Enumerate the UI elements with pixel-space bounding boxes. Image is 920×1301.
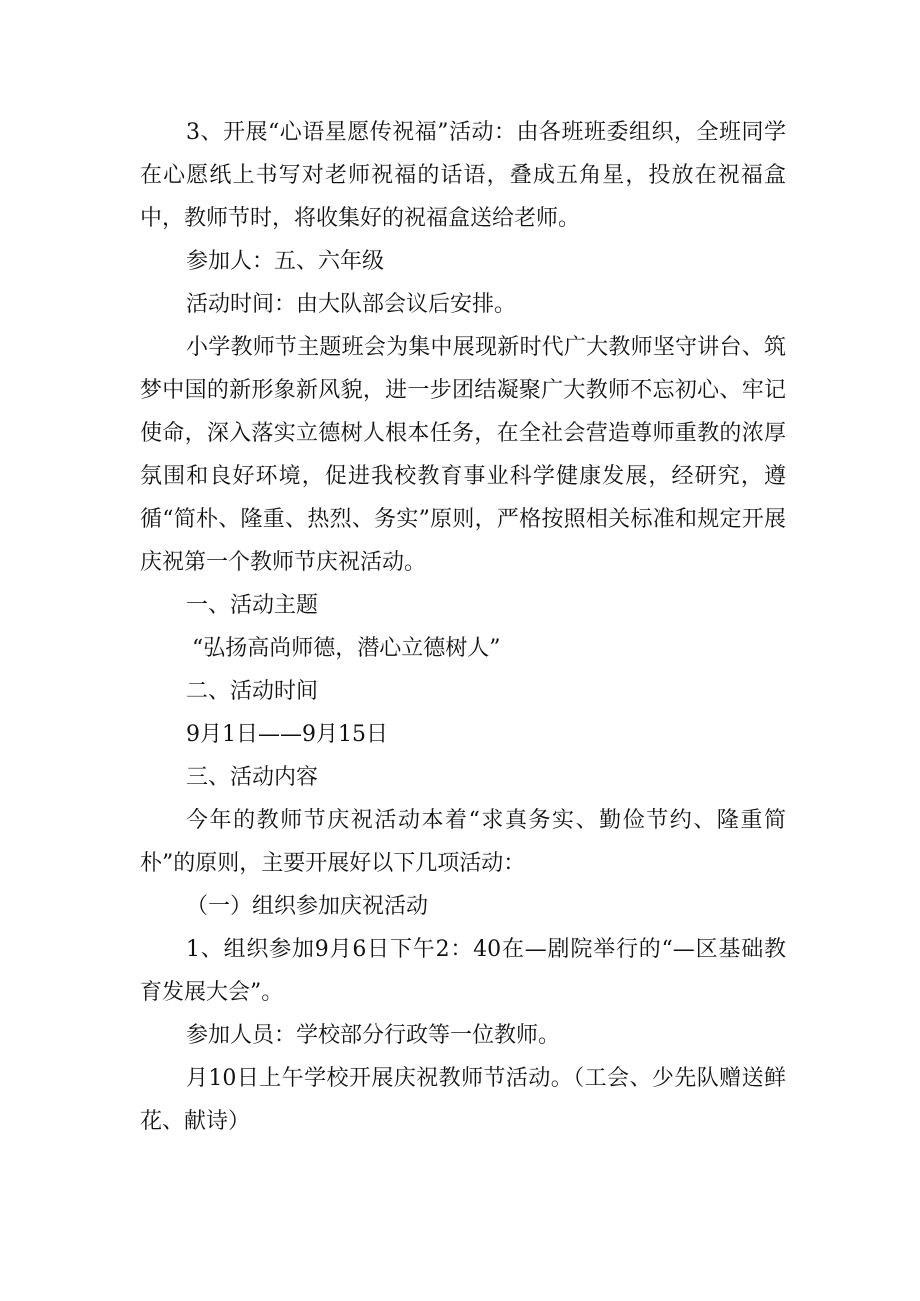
heading-activity-content: 三、活动内容 (186, 765, 319, 790)
paragraph-principle: 今年的教师节庆祝活动本着“求真务实、勤俭节约、隆重简朴”的原则，主要开展好以下几项活动： (140, 808, 786, 876)
paragraph-activity-3: 3、开展“心语星愿传祝福”活动：由各班班委组织，全班同学在心愿纸上书写对老师祝福的话语，叠成五角星，投放在祝福盒中，教师节时，将收集好的祝福盒送给老师。 (140, 120, 786, 231)
heading-activity-theme: 一、活动主题 (186, 593, 319, 618)
paragraph-attendees: 参加人员：学校部分行政等一位教师。 (186, 1023, 561, 1048)
paragraph-school-event: 月10日上午学校开展庆祝教师节活动。（工会、少先队赠送鲜花、献诗） (140, 1066, 786, 1134)
paragraph-date-range: 9月1日——9月15日 (186, 722, 388, 747)
paragraph-activity-time: 活动时间：由大队部会议后安排。 (186, 292, 517, 317)
paragraph-conference: 1、组织参加9月6日下午2：40在—剧院举行的“—区基础教育发展大会”。 (140, 937, 786, 1005)
paragraph-participants: 参加人：五、六年级 (186, 249, 385, 274)
subheading-celebration: （一）组织参加庆祝活动 (186, 894, 429, 919)
paragraph-intro: 小学教师节主题班会为集中展现新时代广大教师坚守讲台、筑梦中国的新形象新风貌，进一步团结凝聚广大教师不忘初心、牢记使命，深入落实立德树人根本任务，在全社会营造尊师重教的浓厚氛围和良好环境，促进我校教育事业科学健康发展，经研究，遵循“简朴、隆重、热烈、务实”原则，严格按照相关标准和规定开展庆祝第一个教师节庆祝活动。 (140, 335, 786, 575)
paragraph-theme-slogan: “弘扬高尚师德，潜心立德树人” (192, 636, 501, 661)
heading-activity-period: 二、活动时间 (186, 679, 319, 704)
